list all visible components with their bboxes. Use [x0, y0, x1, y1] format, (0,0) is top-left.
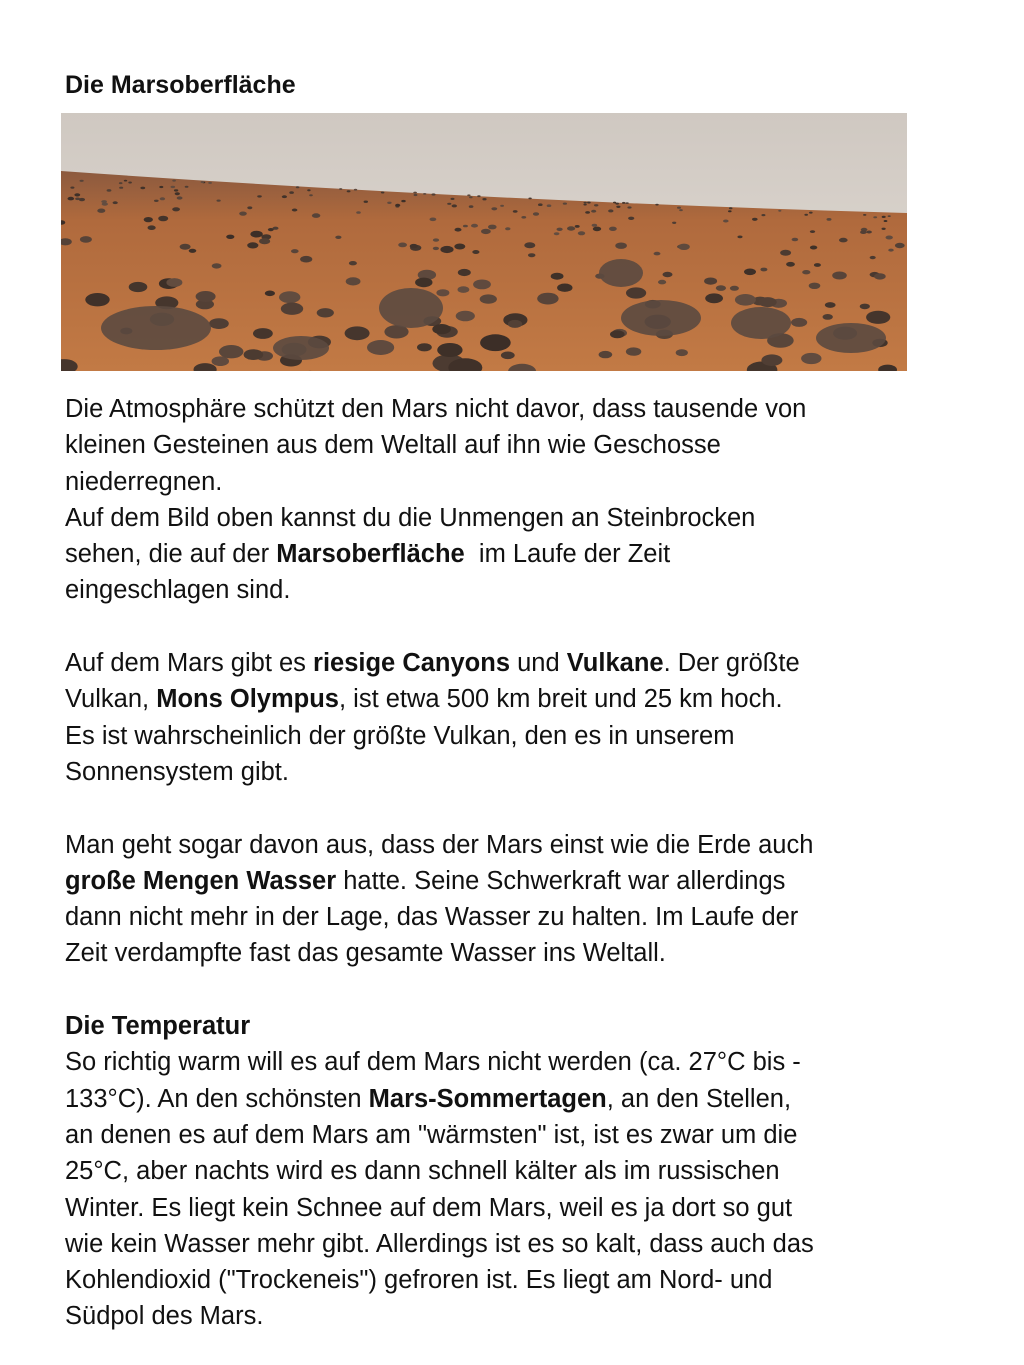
rock-shape	[716, 285, 726, 291]
rock-shape	[469, 196, 473, 198]
rock-shape	[467, 194, 470, 196]
rock-shape	[433, 238, 439, 241]
paragraph-line: Auf dem Bild oben kannst du die Unmengen an Steinbrocken	[65, 503, 756, 532]
rock-shape	[585, 211, 590, 214]
rock-shape	[760, 268, 767, 272]
rock-shape	[128, 182, 132, 184]
bold-term: Marsoberfläche	[276, 540, 465, 569]
rock-shape	[832, 272, 847, 280]
rock-shape	[730, 286, 739, 291]
rock-shape	[761, 214, 765, 216]
rock-shape	[456, 311, 475, 322]
rock-shape	[144, 217, 153, 222]
rock-shape	[609, 227, 617, 231]
mars-landscape-image	[61, 113, 907, 371]
rock-shape	[259, 238, 270, 244]
paragraph-line: Winter. Es liegt kein Schnee auf dem Mars, weil es ja dort so gut	[65, 1193, 793, 1222]
paragraph-line: sehen, die auf der Marsoberfläche im Laufe der Zeit	[65, 540, 671, 569]
rock-shape	[608, 209, 613, 212]
rock-shape	[335, 236, 341, 239]
paragraph-line: Vulkan, Mons Olympus, ist etwa 500 km breit und 25 km hoch.	[65, 685, 783, 714]
rock-shape	[113, 201, 118, 204]
rock-shape	[364, 201, 368, 203]
rock-shape	[387, 202, 391, 204]
rock-shape	[677, 207, 681, 209]
rock-shape	[594, 204, 598, 206]
rock-shape	[154, 200, 159, 202]
rock-shape	[488, 225, 497, 230]
rock-shape	[625, 202, 628, 204]
rock-shape	[469, 205, 474, 208]
rock-shape	[209, 318, 229, 329]
rock-shape	[159, 186, 163, 188]
rock-shape	[312, 213, 320, 218]
rock-shape	[888, 215, 891, 217]
rock-shape	[291, 249, 299, 253]
rock-shape	[584, 202, 587, 204]
rock-shape	[575, 225, 580, 228]
rock-shape	[538, 203, 543, 206]
bold-term: Vulkane	[566, 649, 664, 678]
rock-shape	[119, 187, 123, 189]
section-heading-temperature: Die Temperatur	[65, 1012, 251, 1041]
rock-shape	[177, 196, 183, 199]
rock-shape	[119, 182, 123, 184]
rock-shape	[863, 214, 866, 216]
rock-shape	[866, 231, 872, 234]
rock-shape	[761, 354, 782, 366]
rock-shape	[882, 228, 886, 230]
rock-shape	[592, 224, 598, 227]
rock-shape	[367, 340, 394, 355]
rock-shape	[786, 262, 795, 267]
rock-shape	[140, 187, 145, 190]
paragraph-line: Die Atmosphäre schützt den Mars nicht davor, dass tausende von	[65, 395, 807, 423]
paragraph-line: Es ist wahrscheinlich der größte Vulkan, den es in unserem	[65, 721, 735, 750]
rock-shape	[85, 293, 109, 306]
rock-shape	[158, 216, 168, 222]
rock-shape	[300, 256, 312, 263]
rock-shape	[196, 291, 216, 302]
rock-shape	[533, 212, 539, 215]
rock-shape	[250, 231, 262, 238]
rock-shape	[886, 236, 893, 240]
rock-shape	[508, 320, 522, 328]
rock-shape	[825, 302, 836, 308]
rock-shape	[567, 226, 575, 230]
rock-shape	[432, 193, 436, 195]
rock-shape	[744, 269, 756, 276]
paragraph-line: Zeit verdampfte fast das gesamte Wasser ins Weltall.	[65, 939, 666, 968]
page-title: Die Marsoberfläche	[65, 71, 296, 99]
rock-shape	[704, 278, 717, 285]
rock-shape	[346, 277, 361, 285]
rock-shape	[888, 249, 893, 252]
rock-shape	[528, 198, 531, 200]
rock-shape	[823, 314, 833, 320]
rock-shape	[451, 198, 455, 200]
rock-shape	[655, 204, 658, 206]
rock-shape	[481, 229, 491, 234]
rock-shape	[839, 238, 848, 243]
rock-shape	[289, 191, 294, 194]
rock-shape	[729, 207, 733, 209]
rock-shape	[80, 180, 84, 182]
rock-shape	[615, 243, 627, 249]
rock-shape	[728, 210, 732, 212]
rock-shape	[354, 189, 357, 191]
rock-shape	[437, 343, 462, 357]
rock-shape	[583, 204, 586, 206]
rock-shape	[281, 303, 303, 315]
rock-shape	[417, 343, 432, 351]
rock-shape	[472, 250, 479, 254]
rock-shape	[430, 218, 437, 222]
rock-shape	[809, 283, 821, 289]
bold-term: Mars-Sommertagen	[368, 1084, 607, 1113]
rock-shape	[208, 182, 212, 184]
rock-shape	[810, 230, 815, 233]
rock-shape	[172, 207, 180, 211]
rock-shape	[247, 242, 258, 248]
rock-shape	[801, 353, 821, 364]
rock-shape	[810, 246, 817, 250]
rock-shape	[174, 189, 178, 191]
rock-shape	[219, 345, 243, 358]
paragraph-line: niederregnen.	[65, 467, 223, 496]
rock-shape	[501, 352, 515, 360]
paragraph-line: an denen es auf dem Mars am "wärmsten" ist, ist es zwar um die	[65, 1120, 798, 1149]
rock-shape	[591, 210, 596, 213]
rock-shape	[551, 273, 564, 280]
rock-shape	[68, 197, 75, 201]
rock-shape	[521, 216, 526, 219]
rock-shape	[882, 216, 886, 218]
rock-shape	[627, 206, 631, 208]
rock-shape	[247, 206, 252, 209]
rock-shape	[172, 180, 176, 182]
rock-shape	[440, 246, 453, 253]
rock-shape	[547, 204, 552, 207]
rock-shape	[613, 202, 616, 204]
rock-shape	[410, 244, 418, 248]
rock-shape	[458, 286, 470, 293]
rock-shape	[452, 204, 457, 207]
rock-shape	[563, 203, 567, 205]
rock-shape	[759, 297, 777, 307]
paragraph-line: dann nicht mehr in der Lage, das Wasser zu halten. Im Laufe der	[65, 903, 799, 932]
rock-shape	[463, 225, 468, 228]
rock-shape	[735, 294, 756, 306]
rock-shape	[160, 197, 165, 200]
rock-shape	[809, 212, 813, 214]
rock-shape	[212, 263, 222, 268]
rock-shape	[185, 186, 189, 188]
rock-shape	[500, 205, 504, 207]
rock-shape	[171, 186, 176, 188]
rock-shape	[737, 236, 742, 239]
rock-shape	[70, 187, 74, 189]
rock-shape	[477, 195, 480, 197]
rock-shape	[166, 278, 182, 287]
rock-shape	[447, 203, 451, 205]
rock-shape	[226, 235, 234, 239]
paragraph-line: 133°C). An den schönsten Mars-Sommertagen, an den Stellen,	[65, 1084, 792, 1113]
rock-shape	[257, 195, 262, 197]
rock-shape	[679, 209, 683, 211]
rock-shape	[778, 210, 781, 212]
rock-shape	[723, 220, 729, 223]
rock-shape	[458, 269, 471, 276]
rock-shape	[349, 261, 357, 265]
bold-term: große Mengen Wasser	[65, 866, 337, 895]
rock-shape	[780, 250, 791, 256]
rock-shape	[866, 311, 890, 324]
paragraph-line: Südpol des Mars.	[65, 1302, 264, 1331]
rock-shape	[356, 211, 361, 214]
rock-shape	[279, 291, 300, 303]
rock-shape	[75, 198, 80, 201]
rock-shape	[268, 228, 274, 231]
bold-term: Mons Olympus	[156, 685, 339, 714]
rock-shape	[317, 308, 334, 317]
rock-shape	[74, 193, 80, 196]
rock-shape	[415, 278, 432, 288]
rock-shape	[676, 349, 688, 356]
rock-shape	[239, 212, 247, 216]
rock-shape	[454, 244, 465, 250]
bold-term: riesige Canyons	[313, 649, 511, 678]
paragraph-line: Sonnensystem gibt.	[65, 757, 289, 786]
paragraph-line: eingeschlagen sind.	[65, 576, 291, 605]
rock-shape	[129, 282, 148, 292]
rock-shape	[537, 293, 558, 305]
rock-shape	[244, 349, 264, 360]
rock-shape	[791, 318, 807, 327]
rock-shape	[658, 280, 666, 285]
rock-shape	[80, 236, 92, 243]
rock-shape	[432, 324, 451, 334]
rock-shape	[253, 328, 273, 339]
rock-shape	[557, 228, 563, 231]
rock-shape	[873, 216, 877, 218]
rock-shape	[401, 200, 405, 202]
article-body	[65, 391, 965, 1335]
rock-shape	[672, 222, 676, 224]
rock-shape	[347, 190, 351, 192]
rock-shape	[339, 188, 342, 190]
rock-shape	[705, 293, 723, 303]
rock-shape	[381, 192, 385, 194]
paragraph-line: wie kein Wasser mehr gibt. Allerdings ist es so kalt, dass auch das	[65, 1229, 814, 1258]
rock-shape	[296, 186, 300, 188]
rock-shape	[802, 270, 810, 274]
paragraph-line: 25°C, aber nachts wird es dann schnell kälter als im russischen	[65, 1157, 780, 1186]
rock-shape	[610, 330, 625, 338]
rock-shape	[423, 193, 426, 195]
rock-shape	[827, 218, 832, 221]
rock-shape	[345, 326, 370, 340]
rock-shape	[265, 291, 275, 297]
rock-shape	[413, 192, 417, 194]
rock-shape	[491, 207, 497, 210]
rock-shape	[482, 198, 486, 200]
rock-shape	[654, 252, 661, 256]
rock-shape	[175, 192, 180, 195]
paragraph-line: Auf dem Mars gibt es riesige Canyons und Vulkane. Der größte	[65, 649, 800, 678]
rock-shape	[792, 238, 799, 242]
rock-shape	[189, 249, 197, 253]
rock-shape	[622, 202, 625, 204]
rock-shape	[395, 204, 400, 207]
rock-shape	[528, 253, 535, 257]
rock-shape	[616, 206, 620, 208]
rock-shape	[578, 231, 585, 235]
rock-shape	[524, 242, 535, 248]
rock-shape	[201, 181, 205, 183]
rock-shape	[282, 195, 287, 198]
rock-shape	[557, 284, 572, 292]
paragraph-line: So richtig warm will es auf dem Mars nicht werden (ca. 27°C bis -	[65, 1048, 801, 1077]
rock-shape	[436, 289, 449, 296]
paragraph-line: Kohlendioxid ("Trockeneis") gefroren ist. Es liegt am Nord- und	[65, 1266, 773, 1295]
rock-shape	[874, 273, 886, 279]
rock-shape	[587, 202, 591, 204]
rock-shape	[124, 180, 127, 182]
rock-shape	[107, 189, 112, 192]
rock-shape	[414, 194, 418, 196]
rock-shape	[663, 272, 673, 277]
rock-shape	[814, 263, 821, 267]
rock-shape	[480, 294, 497, 303]
rock-shape	[180, 244, 191, 250]
rock-shape	[752, 218, 758, 221]
rock-shape	[626, 347, 641, 355]
rock-shape	[97, 209, 105, 213]
rock-shape	[599, 351, 613, 358]
rock-shape	[884, 220, 888, 222]
rock-shape	[307, 189, 310, 191]
rock-shape	[473, 280, 491, 290]
rock-shape	[292, 209, 298, 212]
rock-shape	[628, 217, 634, 220]
rock-shape	[593, 227, 601, 232]
rock-shape	[513, 210, 518, 213]
rock-shape	[895, 243, 905, 248]
rock-shape	[398, 243, 407, 248]
rock-shape	[870, 256, 876, 259]
rock-shape	[678, 244, 690, 250]
rock-shape	[433, 247, 439, 250]
rock-shape	[860, 230, 867, 234]
rock-shape	[309, 194, 313, 196]
paragraph-line: Man geht sogar davon aus, dass der Mars einst wie die Erde auch	[65, 830, 814, 859]
rock-shape	[554, 232, 560, 235]
rock-shape	[804, 214, 808, 216]
mars-surface-photo	[61, 113, 907, 371]
rock-shape	[455, 228, 462, 232]
rock-shape	[480, 334, 511, 351]
paragraph-line: große Mengen Wasser hatte. Seine Schwerkraft war allerdings	[65, 866, 786, 895]
rock-shape	[505, 227, 510, 230]
paragraph-line: kleinen Gesteinen aus dem Weltall auf ihn wie Geschosse	[65, 431, 721, 460]
rock-shape	[860, 304, 870, 310]
rock-shape	[471, 224, 478, 228]
rock-shape	[217, 200, 221, 202]
rock-shape	[101, 200, 107, 203]
rock-shape	[148, 225, 156, 230]
rock-shape	[626, 287, 646, 298]
